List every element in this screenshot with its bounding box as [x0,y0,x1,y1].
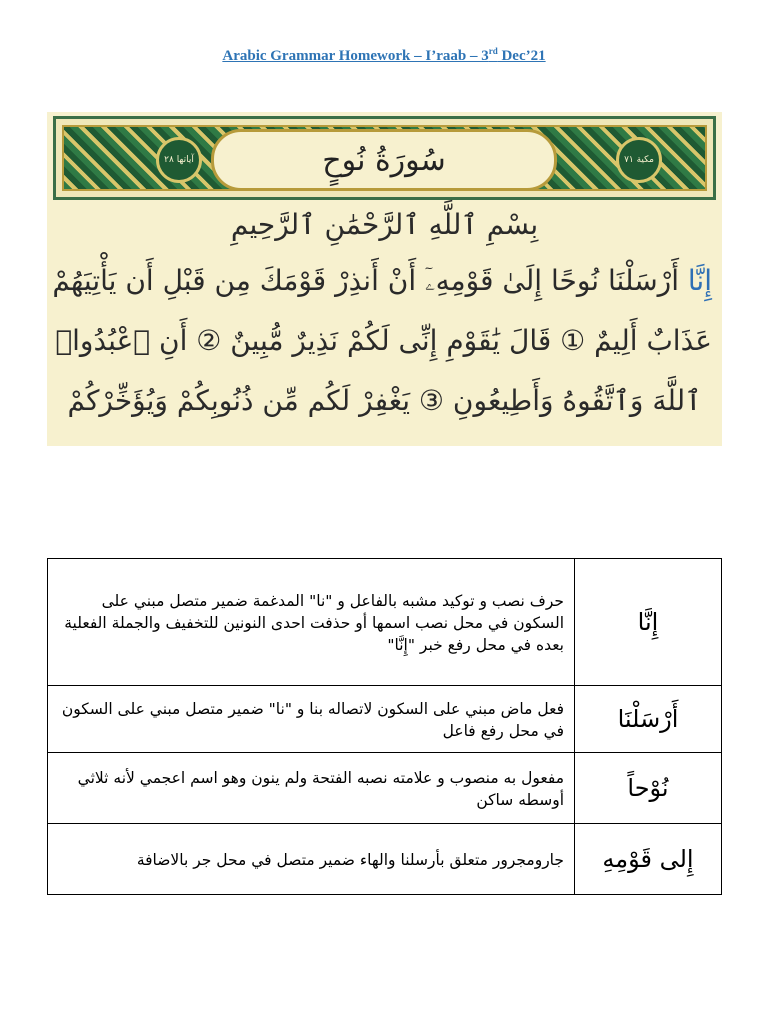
iraab-table [47,558,722,895]
basmala: بِسْمِ ٱللَّهِ ٱلرَّحْمَٰنِ ٱلرَّحِيمِ [230,208,539,241]
table-row [48,686,722,753]
surah-header-frame [53,116,716,200]
verse-line-2: عَذَابٌ أَلِيمٌ ① قَالَ يَٰقَوْمِ إِنِّى لَكُمْ نَذِيرٌ مُّبِينٌ ② أَنِ ٱعْبُدُوا۟ [55,324,712,357]
analysis-cell: مفعول به منصوب و علامته نصبه الفتحة ولم ينون وهو اسم اعجمي لأنه ثلاثي أوسطه ساكن [48,753,575,824]
verse-count-medallion: آياتها ٢٨ [156,137,202,183]
word-cell: إِلى قَوْمِهِ [575,824,722,895]
analysis-cell: فعل ماض مبني على السكون لاتصاله بنا و "نا" ضمير متصل مبني على السكون في محل رفع فاعل [48,686,575,753]
table-row [48,824,722,895]
table-row [48,753,722,824]
verse-line-3: ٱللَّهَ وَٱتَّقُوهُ وَأَطِيعُونِ ③ يَغْفِرْ لَكُم مِّن ذُنُوبِكُمْ وَيُؤَخِّرْكُمْ [67,384,702,417]
verse-line-1: إِنَّا أَرْسَلْنَا نُوحًا إِلَىٰ قَوْمِهِۦٓ أَنْ أَنذِرْ قَوْمَكَ مِن قَبْلِ أَن يَأْتِيَهُمْ [52,264,712,297]
table-row [48,559,722,686]
word-cell: أَرْسَلْنَا [575,686,722,753]
word-cell: نُوْحاً [575,753,722,824]
analysis-cell: جارومجرور متعلق بأرسلنا والهاء ضمير متصل في محل جر بالاضافة [48,824,575,895]
surah-number-medallion: مكية ٧١ [616,137,662,183]
word-cell: إِنَّا [575,559,722,686]
homework-title: Arabic Grammar Homework – I’raab – 3rd Dec’21 [222,46,546,64]
surah-title: سُورَةُ نُوحٍ [211,129,557,191]
quran-page-image [47,112,722,446]
analysis-cell: حرف نصب و توكيد مشبه بالفاعل و "نا" المدغمة ضمير متصل مبني على السكون في محل نصب اسمها أو حذفت احدى النونين للتخفيف والجملة الفعلية بعده في محل رفع خبر "إِنَّا" [48,559,575,686]
